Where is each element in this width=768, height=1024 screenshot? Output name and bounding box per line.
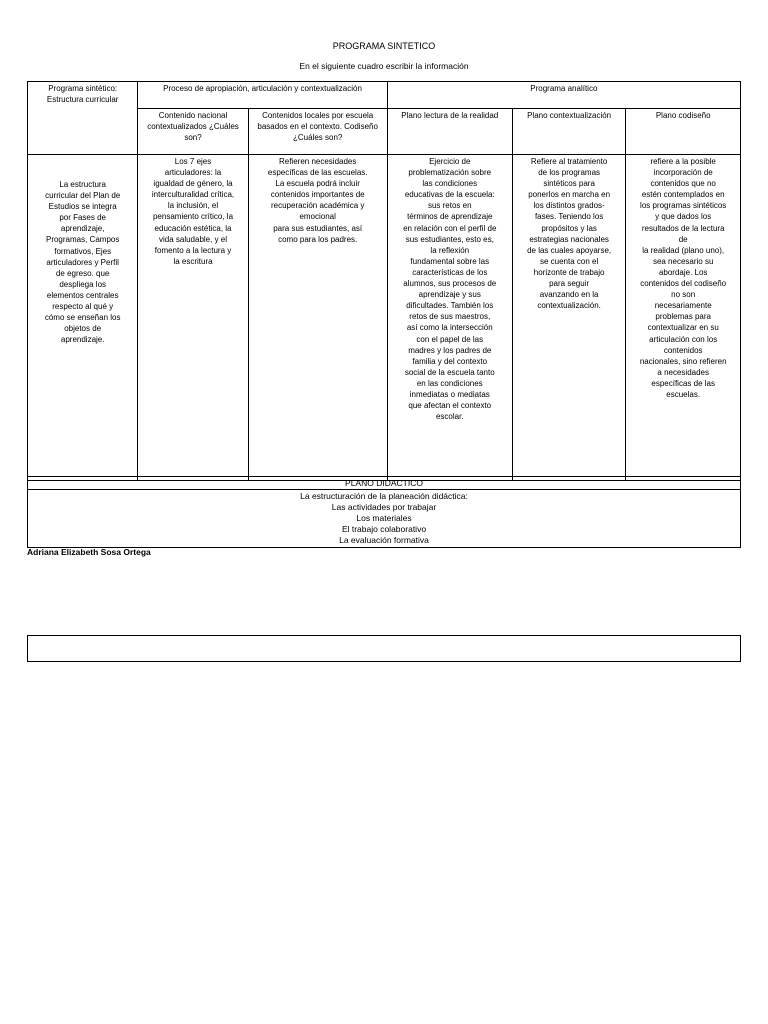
plano-item: Los materiales — [356, 513, 412, 523]
plano-item: La estructuración de la planeación didáctica: — [300, 491, 468, 501]
plano-didactico-table — [27, 476, 741, 548]
document-title: PROGRAMA SINTETICO — [332, 41, 436, 51]
cell-contenido-nacional: Los 7 ejes articuladores: la igualdad de género, la interculturalidad crítica, la inclusión, el pensamiento crítico, la educación estética, la vida saludable, y el fomento a la lectura y la escritura — [138, 155, 248, 481]
header-programa-analitico: Programa analítico — [387, 82, 740, 109]
plano-didactico-items — [28, 490, 741, 548]
header-proceso-apropiacion: Proceso de apropiación, articulación y contextualización — [138, 82, 387, 109]
cell-contenidos-locales: Refieren necesidades específicas de las escuelas. La escuela podrá incluir contenidos importantes de recuperación académica y emocional para sus estudiantes, así como para los padres. — [248, 155, 387, 481]
subheader-plano-contextualizacion: Plano contextualización — [512, 109, 626, 155]
subheader-plano-lectura: Plano lectura de la realidad — [387, 109, 512, 155]
document-subtitle: En el siguiente cuadro escribir la información — [299, 61, 469, 71]
cell-plano-codiseno: refiere a la posible incorporación de contenidos que no estén contemplados en los programas sintéticos y que dados los resultados de la lectura de la realidad (plano uno), sea necesario su abordaje. Los contenidos del codiseño no son necesariamente problemas para contextualizar en su articulación con los contenidos nacionales, sino refieren a necesidades específicas de las escuelas. — [626, 155, 741, 481]
plano-item: El trabajo colaborativo — [341, 524, 427, 534]
plano-didactico-title: PLANO DIDACTICO — [28, 477, 741, 490]
subheader-contenidos-locales: Contenidos locales por escuela basados en el contexto. Codiseño ¿Cuáles son? — [248, 109, 387, 155]
cell-plano-lectura: Ejercicio de problematización sobre las condiciones educativas de la escuela: sus retos en términos de aprendizaje en relación con el perfil de sus estudiantes, esto es, la reflexión fundamental sobre las características de los alumnos, sus procesos de aprendizaje y sus dificultades. También los retos de sus maestros, así como la intersección con el papel de las madres y los padres de familia y del contexto social de la escuela tanto en las condiciones inmediatas o mediatas que afectan el contexto escolar. — [387, 155, 512, 481]
cell-plano-contextualizacion: Refiere al tratamiento de los programas sintéticos para ponerlos en marcha en los distintos grados- fases. Teniendo los propósitos y las estrategias nacionales de las cuales apoyarse, se cuenta con el horizonte de trabajo para seguir avanzando en la contextualización. — [512, 155, 626, 481]
subheader-plano-codiseno: Plano codiseño — [626, 109, 741, 155]
author-name: Adriana Elizabeth Sosa Ortega — [27, 547, 151, 557]
plano-item: La evaluación formativa — [339, 535, 429, 545]
plano-item: Las actividades por trabajar — [331, 502, 437, 512]
header-programa-sintetico: Programa sintético: Estructura curricular — [28, 82, 138, 155]
subheader-contenido-nacional: Contenido nacional contextualizados ¿Cuáles son? — [138, 109, 248, 155]
empty-box — [27, 635, 741, 662]
curriculum-table — [27, 81, 741, 481]
cell-estructura-curricular: La estructura curricular del Plan de Estudios se integra por Fases de aprendizaje, Programas, Campos formativos, Ejes articuladores y Perfil de egreso. que despliega los elementos centrales respecto al qué y cómo se enseñan los objetos de aprendizaje. — [28, 155, 138, 481]
